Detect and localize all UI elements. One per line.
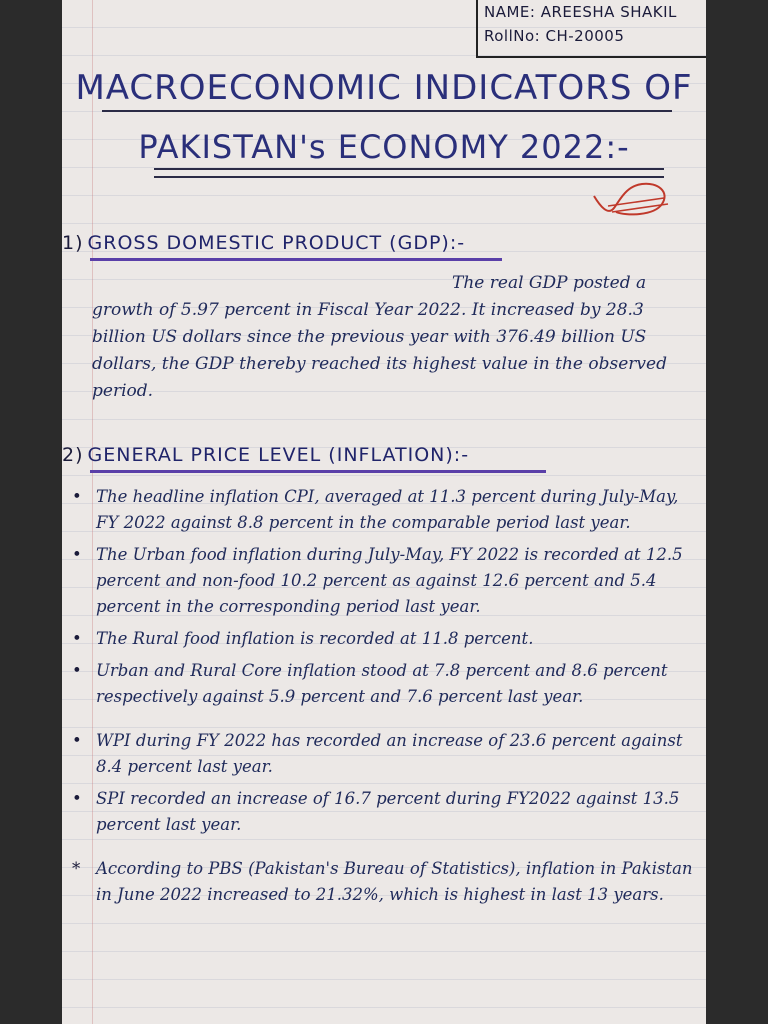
section-2-title: GENERAL PRICE LEVEL (INFLATION):-	[87, 444, 470, 466]
student-info-box	[476, 0, 706, 58]
title-underline-1	[102, 110, 672, 112]
list-item	[72, 542, 702, 620]
bullet-text: The Rural food inflation is recorded at 11.8 percent.	[96, 629, 534, 648]
bullet-text: The headline inflation CPI, averaged at 11.3 percent during July-May, FY 2022 against 8.8 percent in the comparable period last year.	[96, 487, 679, 532]
list-item	[72, 728, 702, 780]
list-item	[72, 856, 702, 908]
roll-number: RollNo: CH-20005	[484, 27, 625, 45]
page-title-line-1: MACROECONOMIC INDICATORS OF	[75, 68, 693, 108]
list-item	[72, 626, 702, 652]
inflation-bullet-list	[72, 484, 702, 914]
section-2-underline	[90, 470, 546, 473]
page-title-line-2: PAKISTAN's ECONOMY 2022:-	[138, 128, 630, 166]
bullet-marker: •	[72, 629, 82, 648]
section-1-title: GROSS DOMESTIC PRODUCT (GDP):-	[87, 232, 466, 254]
student-name: NAME: AREESHA SHAKIL	[484, 3, 677, 21]
bullet-marker: •	[72, 487, 82, 506]
bullet-marker: •	[72, 731, 82, 750]
teacher-signature-icon	[586, 176, 676, 224]
section-1-number: 1)	[62, 232, 84, 254]
bullet-text: The Urban food inflation during July-May, FY 2022 is recorded at 12.5 percent and non-food 10.2 percent as against 12.6 percent and 5.4 percent in the corresponding period last year.	[96, 545, 683, 616]
section-1-paragraph: The real GDP posted a growth of 5.97 percent in Fiscal Year 2022. It increased by 28.3 billion US dollars since the previous year with 376.49 billion US dollars, the GDP thereby reached its highest value in the observed period.	[92, 273, 667, 401]
bullet-text: SPI recorded an increase of 16.7 percent during FY2022 against 13.5 percent last year.	[96, 789, 680, 834]
bullet-marker: •	[72, 789, 82, 808]
section-2-heading	[62, 444, 469, 466]
bullet-marker: •	[72, 661, 82, 680]
section-1-heading	[62, 232, 465, 254]
bullet-text: According to PBS (Pakistan's Bureau of Statistics), inflation in Pakistan in June 2022 increased to 21.32%, which is highest in last 13 years.	[96, 859, 693, 904]
bullet-text: WPI during FY 2022 has recorded an increase of 23.6 percent against 8.4 percent last year.	[96, 731, 683, 776]
bullet-marker: *	[72, 859, 81, 878]
bullet-text: Urban and Rural Core inflation stood at 7.8 percent and 8.6 percent respectively against 5.9 percent and 7.6 percent last year.	[96, 661, 668, 706]
section-1-underline	[90, 258, 502, 261]
list-item	[72, 484, 702, 536]
section-2-number: 2)	[62, 444, 84, 466]
list-item	[72, 786, 702, 838]
list-item	[72, 658, 702, 710]
title-underline-2a	[154, 168, 664, 170]
bullet-marker: •	[72, 545, 82, 564]
notebook-page	[62, 0, 706, 1024]
